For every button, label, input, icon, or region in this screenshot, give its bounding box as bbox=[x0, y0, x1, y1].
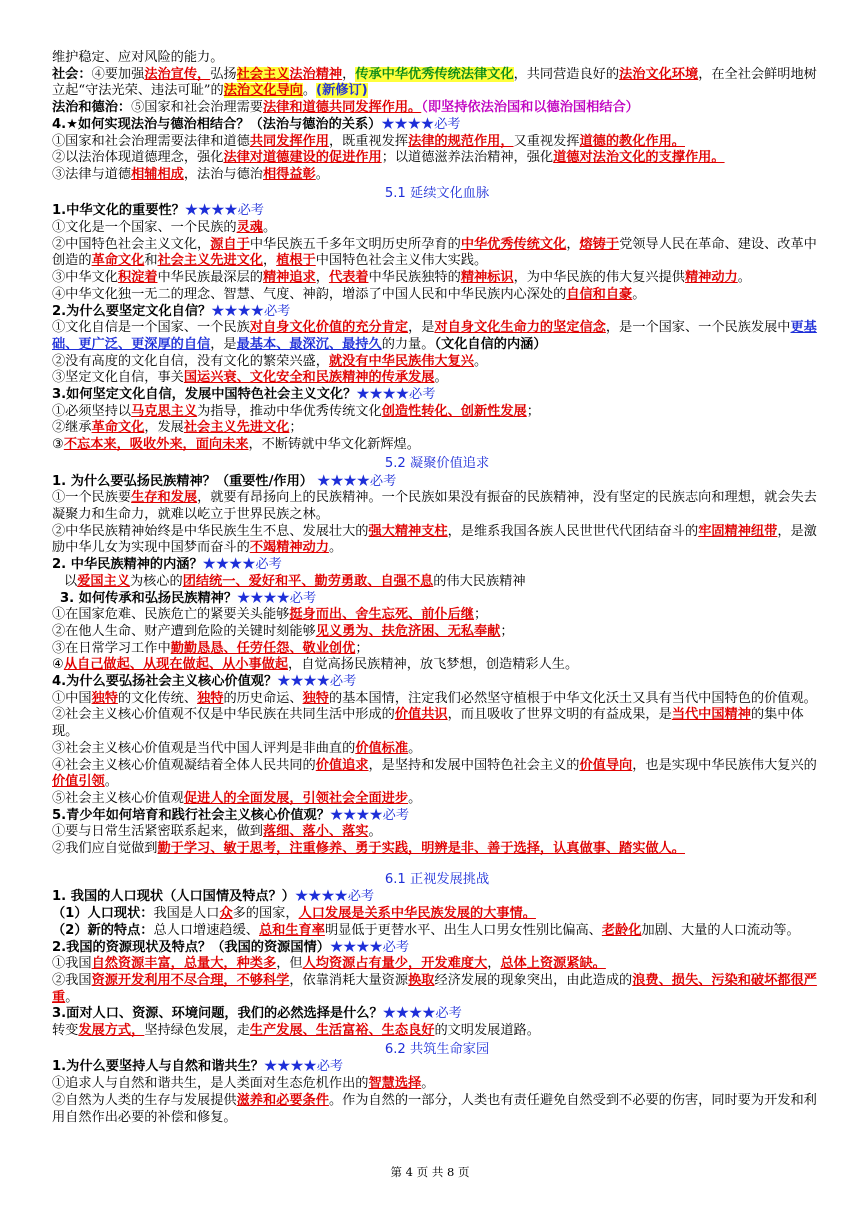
text-line bbox=[52, 607, 822, 624]
text: ①在国家危难、民族危亡的紧要关头能够 bbox=[52, 607, 290, 623]
text: ②社会主义核心价值观不仅是中华民族在共同生活中形成的 bbox=[52, 707, 395, 723]
key-phrase: 众 bbox=[219, 906, 233, 922]
text-line bbox=[52, 940, 822, 957]
bold-heading: 1.中华文化的重要性？ bbox=[52, 203, 185, 219]
text: 转变 bbox=[52, 1023, 79, 1039]
key-phrase: 精神标识 bbox=[460, 270, 514, 286]
page-footer: 第 4 页 共 8 页 bbox=[390, 1165, 470, 1179]
text: ， bbox=[342, 66, 356, 82]
text-line bbox=[52, 354, 822, 371]
text-line bbox=[52, 758, 822, 791]
text: ④要加强 bbox=[91, 66, 145, 82]
text: ，在全社会鲜明地树立起“守法光荣、违法可耻”的 bbox=[52, 66, 817, 99]
text: ，是维系我国各族人民世世代代团结奋斗的 bbox=[447, 523, 699, 539]
spacer bbox=[52, 858, 822, 870]
key-phrase: 代表着 bbox=[328, 270, 369, 286]
key-phrase: 相辅相成 bbox=[131, 166, 184, 182]
text: 的历史命运、 bbox=[223, 690, 303, 706]
text: 。 bbox=[315, 166, 329, 182]
text: 为核心的 bbox=[129, 573, 183, 589]
text: ②以法治体现道德理念，强化 bbox=[52, 150, 224, 166]
text: 。 bbox=[65, 989, 79, 1005]
text-line bbox=[52, 956, 822, 973]
stars-badge: ★★★★必考 bbox=[277, 674, 357, 690]
stars-badge: ★★★★必考 bbox=[211, 303, 291, 319]
text-line bbox=[52, 574, 822, 591]
text: ，发展 bbox=[144, 420, 184, 436]
text: 明显低于更替水平、出生人口男女性别比偏高、 bbox=[324, 922, 602, 938]
key-phrase: 精神动力 bbox=[685, 270, 738, 286]
text: ②自然为人类的生存与发展提供 bbox=[52, 1092, 237, 1108]
key-phrase: 当代中国精神 bbox=[671, 707, 751, 723]
key-phrase: 总体上资源紧缺。 bbox=[500, 956, 606, 972]
text: ⑤社会主义核心价值观 bbox=[52, 790, 184, 806]
key-phrase: 相得益彰 bbox=[263, 166, 316, 182]
text: ； bbox=[500, 623, 514, 639]
bold-heading: 1. 为什么要弘扬民族精神？（重要性/作用） bbox=[52, 473, 313, 489]
key-phrase: 发展方式， bbox=[78, 1023, 145, 1039]
text: ，而且吸收了世界文明的有益成果，是 bbox=[447, 707, 672, 723]
bold-heading: 2.我国的资源现状及特点？（我国的资源国情） bbox=[52, 939, 330, 955]
text: 经济发展的现象突出，由此造成的 bbox=[434, 972, 633, 988]
key-phrase: 滋养和必要条件 bbox=[236, 1092, 329, 1108]
key-phrase: 道德的教化作用。 bbox=[579, 133, 685, 149]
key-phrase: 独特 bbox=[197, 690, 224, 706]
text: ， bbox=[263, 253, 277, 269]
text: ，但 bbox=[276, 956, 303, 972]
stars-badge: ★★★★必考 bbox=[237, 590, 317, 606]
bold-heading: 5.青少年如何培育和践行社会主义核心价值观？ bbox=[52, 807, 330, 823]
key-phrase: 总和生育率 bbox=[259, 922, 325, 938]
text-line bbox=[52, 808, 822, 825]
text-line bbox=[52, 624, 822, 641]
text: 。 bbox=[632, 286, 646, 302]
key-phrase: 就没有中华民族伟大复兴 bbox=[328, 353, 474, 369]
stars-badge: ★★★★必考 bbox=[202, 557, 282, 573]
text: 党领导人民在革命、建设、改革中创造的 bbox=[52, 236, 817, 269]
text: 坚持绿色发展，走 bbox=[144, 1023, 250, 1039]
text: ； bbox=[289, 420, 303, 436]
text-line bbox=[52, 237, 822, 270]
key-phrase: 法律对道德建设的促进作用 bbox=[223, 150, 382, 166]
key-phrase: 爱国主义 bbox=[77, 573, 130, 589]
text: ④社会主义核心价值观凝结着全体人民共同的 bbox=[52, 757, 316, 773]
text: ②中国特色社会主义文化， bbox=[52, 236, 211, 252]
text: 总人口增速趋缓、 bbox=[153, 922, 259, 938]
text-line bbox=[52, 1006, 822, 1023]
key-phrase: 植根于 bbox=[276, 253, 316, 269]
section-title: 6.1 正视发展挑战 bbox=[384, 871, 490, 887]
text: ②我们应自觉做到 bbox=[52, 841, 158, 857]
text-line bbox=[52, 50, 822, 67]
text: 以 bbox=[64, 573, 78, 589]
bold-heading: 4.★如何实现法治与德治相结合？（法治与德治的关系） bbox=[52, 116, 382, 132]
section-title: 6.2 共筑生命家园 bbox=[384, 1041, 490, 1057]
key-phrase: 勤勤恳恳、任劳任怨、敬业创优 bbox=[170, 640, 356, 656]
purple-note: （即坚持依法治国和以德治国相结合） bbox=[421, 100, 639, 116]
text-line bbox=[52, 591, 822, 608]
text-line bbox=[52, 641, 822, 658]
text: ，依靠消耗大量资源 bbox=[289, 972, 409, 988]
text: 。 bbox=[263, 220, 277, 236]
stars-badge: ★★★★必考 bbox=[184, 203, 264, 219]
key-phrase: 强大精神支柱 bbox=[368, 523, 448, 539]
key-phrase: 勤于学习、敏于思考，注重修养、勇于实践，明辨是非、善于选择，认真做事、踏实做人。 bbox=[157, 841, 685, 857]
key-phrase: 法律的规范作用， bbox=[408, 133, 514, 149]
key-phrase: 法治精神 bbox=[289, 66, 343, 82]
key-phrase: 换取 bbox=[408, 972, 435, 988]
text: 的集中体现。 bbox=[52, 707, 804, 740]
text: ③ bbox=[52, 437, 64, 453]
text-line bbox=[52, 117, 822, 134]
text: 的伟大民族精神 bbox=[433, 573, 526, 589]
text: ，法治与德治 bbox=[183, 166, 263, 182]
text: 为指导，推动中华优秀传统文化 bbox=[197, 403, 382, 419]
text-line bbox=[52, 1059, 822, 1076]
text: ②在他人生命、财产遭到危险的关键时刻能够 bbox=[52, 623, 316, 639]
stars-badge: ★★★★必考 bbox=[382, 1006, 462, 1022]
key-phrase: 道德对法治文化的支撑作用。 bbox=[553, 150, 725, 166]
stars-badge: ★★★★必考 bbox=[264, 1059, 344, 1075]
text: ⑤国家和社会治理需要 bbox=[131, 100, 263, 116]
key-phrase: 生产发展、生活富裕、生态良好 bbox=[249, 1023, 435, 1039]
text: ； bbox=[474, 607, 488, 623]
text: ③在日常学习工作中 bbox=[52, 640, 171, 656]
stars-badge: ★★★★必考 bbox=[356, 387, 436, 403]
key-phrase: 牢固精神纽带 bbox=[698, 523, 778, 539]
text: ②我国 bbox=[52, 972, 92, 988]
key-phrase: 人均资源占有量少，开发难度大 bbox=[302, 956, 488, 972]
text: ①追求人与自然和谐共生，是人类面对生态危机作出的 bbox=[52, 1076, 369, 1092]
text: ，就要有昂扬向上的民族精神。一个民族如果没有振奋的民族精神，没有坚定的民族志向和理想，就会失去凝聚力和生命力，就难以屹立于世界民族之林。 bbox=[52, 490, 817, 522]
text: 维护稳定、应对风险的能力。 bbox=[52, 50, 224, 65]
stars-badge: ★★★★必考 bbox=[381, 116, 461, 132]
key-phrase: 熔铸于 bbox=[579, 236, 620, 252]
stars-badge: ★★★★必考 bbox=[312, 473, 397, 489]
text: 弘扬 bbox=[210, 66, 237, 82]
key-phrase: 革命文化 bbox=[91, 253, 145, 269]
text: 又重视发挥 bbox=[513, 133, 580, 149]
text: 。 bbox=[474, 353, 488, 369]
bold-heading: 3.面对人口、资源、环境问题，我们的必然选择是什么？ bbox=[52, 1006, 383, 1022]
key-phrase: 国运兴衰、文化安全和民族精神的传承发展 bbox=[183, 370, 435, 386]
key-phrase: 价值追求 bbox=[315, 757, 369, 773]
text-line bbox=[52, 657, 822, 674]
revision-badge: (新修订) bbox=[316, 83, 368, 99]
text: ③中华文化 bbox=[52, 270, 118, 286]
text: 中华民族最深层的 bbox=[157, 270, 263, 286]
text: 。作为自然的一部分，人类也有责任避免自然受到不必要的伤害，同时要为开发和利用自然作出必要的补偿和修复。 bbox=[52, 1092, 817, 1125]
text-line bbox=[52, 824, 822, 841]
key-phrase: 促进人的全面发展，引领社会全面进步 bbox=[183, 790, 409, 806]
text-line bbox=[52, 304, 822, 321]
text-line bbox=[52, 474, 822, 491]
text-line bbox=[52, 557, 822, 574]
text-line bbox=[52, 674, 822, 691]
key-phrase: 人口发展是关系中华民族发展的大事情。 bbox=[298, 906, 536, 922]
text-line bbox=[52, 707, 822, 740]
highlighted-key-phrase: 法治文化导向 bbox=[223, 83, 303, 99]
text: ，是 bbox=[408, 320, 435, 336]
bold-heading: 社会： bbox=[52, 66, 92, 82]
text: ②没有高度的文化自信，没有文化的繁荣兴盛， bbox=[52, 353, 329, 369]
text: 。 bbox=[408, 740, 422, 756]
key-phrase: 马克思主义 bbox=[131, 403, 198, 419]
text: ， bbox=[566, 236, 580, 252]
key-phrase: 精神追求 bbox=[263, 270, 316, 286]
text: ； bbox=[526, 403, 540, 419]
text: ①中国 bbox=[52, 690, 92, 706]
text: ①必须坚持以 bbox=[52, 403, 132, 419]
bold-heading: （文化自信的内涵） bbox=[434, 336, 547, 352]
text: 。 bbox=[421, 1076, 435, 1092]
text-line bbox=[52, 370, 822, 387]
key-phrase: 浪费、损失、污染和破坏都很严重 bbox=[52, 972, 817, 1005]
text: 。 bbox=[408, 790, 422, 806]
text: ，为中华民族的伟大复兴提供 bbox=[513, 270, 685, 286]
text-line bbox=[52, 220, 822, 237]
text-line bbox=[52, 320, 822, 353]
text: 。 bbox=[434, 370, 448, 386]
bold-heading: 3.如何坚定文化自信，发展中国特色社会主义文化？ bbox=[52, 387, 357, 403]
text: 。 bbox=[104, 774, 118, 790]
text: 和 bbox=[144, 253, 158, 269]
text: ， bbox=[487, 956, 501, 972]
bold-heading: 1.为什么要坚持人与自然和谐共生？ bbox=[52, 1059, 264, 1075]
key-phrase: 中华优秀传统文化 bbox=[460, 236, 567, 252]
text: ，自觉高扬民族精神，放飞梦想，创造精彩人生。 bbox=[288, 657, 579, 673]
text: ， bbox=[315, 270, 329, 286]
key-phrase: 价值导向 bbox=[579, 757, 633, 773]
text-line bbox=[52, 134, 822, 151]
text: ；以道德滋养法治精神，强化 bbox=[381, 150, 554, 166]
key-phrase: 对自身文化生命力的坚定信念 bbox=[434, 320, 606, 336]
text: ①国家和社会治理需要法律和道德 bbox=[52, 133, 250, 149]
key-phrase: 价值共识 bbox=[394, 707, 448, 723]
key-phrase: 源自于 bbox=[210, 236, 250, 252]
bold-heading: 2.为什么要坚定文化自信？ bbox=[52, 303, 212, 319]
key-phrase: 创造性转化、创新性发展 bbox=[381, 403, 527, 419]
text-line bbox=[52, 741, 822, 758]
text: ③坚定文化自信，事关 bbox=[52, 370, 184, 386]
key-phrase: 团结统一、爱好和平、勤劳勇敢、自强不息 bbox=[182, 573, 434, 589]
text-line bbox=[52, 404, 822, 421]
text: 加剧、大量的人口流动等。 bbox=[641, 922, 800, 938]
text-line bbox=[52, 841, 822, 858]
bold-heading: （1）人口现状： bbox=[52, 906, 154, 922]
text: ②继承 bbox=[52, 420, 92, 436]
key-phrase: 从自己做起、从现在做起、从小事做起 bbox=[63, 657, 289, 673]
text-line bbox=[52, 1093, 822, 1126]
bold-heading: （2）新的特点： bbox=[52, 922, 154, 938]
text-line bbox=[52, 524, 822, 557]
key-phrase: 法治宣传， bbox=[144, 66, 211, 82]
key-phrase: 革命文化 bbox=[91, 420, 145, 436]
text: ④中华文化独一无二的理念、智慧、气度、神韵，增添了中国人民和中华民族内心深处的 bbox=[52, 286, 567, 302]
text: ③社会主义核心价值观是当代中国人评判是非曲直的 bbox=[52, 740, 356, 756]
text-line bbox=[52, 973, 822, 1006]
text: ，共同营造良好的 bbox=[513, 66, 620, 82]
key-phrase: 法治文化环境 bbox=[619, 66, 699, 82]
bold-heading: 2. 中华民族精神的内涵？ bbox=[52, 557, 203, 573]
text: 我国是人口 bbox=[153, 906, 220, 922]
key-phrase: 生存和发展 bbox=[131, 490, 198, 506]
key-phrase-blue: 最基本、最深沉、最持久 bbox=[236, 336, 382, 352]
text-line bbox=[52, 150, 822, 167]
key-phrase: 共同发挥作用 bbox=[249, 133, 329, 149]
text: 中国特色社会主义伟大实践。 bbox=[315, 253, 488, 269]
text: 的文化传统、 bbox=[117, 690, 198, 706]
text-line bbox=[52, 691, 822, 708]
text-line bbox=[52, 1076, 822, 1093]
text: ③法律与道德 bbox=[52, 166, 132, 182]
key-phrase: 见义勇为、扶危济困、无私奉献 bbox=[315, 623, 501, 639]
bold-heading: 3. 如何传承和弘扬民族精神？ bbox=[60, 590, 238, 606]
text: ①要与日常生活紧密联系起来，做到 bbox=[52, 824, 263, 840]
text: 的基本国情，注定我们必然坚守植根于中华文化沃土又具有当代中国特色的价值观。 bbox=[328, 690, 817, 706]
text-line bbox=[52, 67, 822, 100]
bold-heading: 法治和德治： bbox=[52, 100, 132, 116]
text: ，既重视发挥 bbox=[328, 133, 409, 149]
key-phrase: 独特 bbox=[302, 690, 329, 706]
stars-badge: ★★★★必考 bbox=[294, 889, 375, 905]
text: ②中华民族精神始终是中华民族生生不息、发展壮大的 bbox=[52, 523, 369, 539]
key-phrase: 自然资源丰富，总量大，种类多 bbox=[91, 956, 277, 972]
text: ，是 bbox=[210, 336, 237, 352]
text: ①我国 bbox=[52, 956, 92, 972]
text-line bbox=[52, 287, 822, 304]
key-phrase: 落细、落小、落实 bbox=[263, 824, 369, 840]
key-phrase: 自信和自豪 bbox=[566, 286, 633, 302]
text-line bbox=[52, 387, 822, 404]
key-phrase: 社会主义先进文化 bbox=[183, 420, 290, 436]
document-body bbox=[52, 50, 822, 1126]
text-line bbox=[52, 437, 822, 454]
key-phrase: 社会主义先进文化 bbox=[157, 253, 263, 269]
text: ，也是实现中华民族伟大复兴的 bbox=[632, 757, 817, 773]
text: ； bbox=[355, 640, 369, 656]
text-line bbox=[52, 100, 822, 117]
key-phrase: 法律和道德共同发挥作用。 bbox=[263, 100, 422, 116]
text-line bbox=[52, 791, 822, 808]
key-phrase-blue: 更基础、更广泛、更深厚的自信 bbox=[52, 320, 817, 352]
text-line bbox=[52, 420, 822, 437]
key-phrase: 资源开发利用不尽合理，不够科学 bbox=[91, 972, 290, 988]
key-phrase: 灵魂 bbox=[236, 220, 263, 236]
key-phrase: 不忘本来，吸收外来，面向未来 bbox=[63, 437, 249, 453]
key-phrase: 不竭精神动力 bbox=[249, 540, 329, 556]
bold-heading: 4.为什么要弘扬社会主义核心价值观？ bbox=[52, 674, 278, 690]
key-phrase: 老龄化 bbox=[601, 922, 642, 938]
text-line bbox=[52, 923, 822, 940]
key-phrase: 对自身文化价值的充分肯定 bbox=[249, 320, 409, 336]
text: ，是激励中华儿女为实现中国梦而奋斗的 bbox=[52, 523, 817, 556]
key-phrase: 智慧选择 bbox=[368, 1076, 422, 1092]
text-line bbox=[52, 203, 822, 220]
highlighted-green-phrase: 传承中华优秀传统法律文化 bbox=[355, 66, 514, 82]
key-phrase: 价值标准 bbox=[355, 740, 409, 756]
text: ①一个民族要 bbox=[52, 490, 132, 506]
text: ①文化自信是一个国家、一个民族 bbox=[52, 320, 250, 336]
text: ，不断铸就中华文化新辉煌。 bbox=[248, 437, 420, 453]
text: 。 bbox=[737, 270, 751, 286]
key-phrase: 积淀着 bbox=[117, 270, 158, 286]
stars-badge: ★★★★必考 bbox=[329, 807, 410, 823]
text: 多的国家， bbox=[232, 906, 299, 922]
text: ，是一个国家、一个民族发展中 bbox=[605, 320, 791, 336]
text-line bbox=[52, 167, 822, 184]
text: ，是坚持和发展中国特色社会主义的 bbox=[368, 757, 580, 773]
text-line bbox=[52, 889, 822, 906]
key-phrase: 独特 bbox=[91, 690, 118, 706]
key-phrase: 挺身而出、舍生忘死、前仆后继 bbox=[289, 607, 474, 623]
text: ④ bbox=[52, 657, 64, 673]
stars-badge: ★★★★必考 bbox=[329, 939, 410, 955]
text-line bbox=[52, 1023, 822, 1040]
text-line bbox=[52, 906, 822, 923]
section-title: 5.2 凝聚价值追求 bbox=[384, 455, 490, 471]
text-line bbox=[52, 490, 822, 523]
text: 。 bbox=[328, 540, 343, 556]
text-line bbox=[52, 270, 822, 287]
bold-heading: 1. 我国的人口现状（人口国情及特点？） bbox=[52, 889, 295, 905]
text: 。 bbox=[368, 824, 382, 840]
text: 中华民族独特的 bbox=[368, 270, 461, 286]
highlighted-key-phrase: 社会主义 bbox=[236, 66, 290, 82]
text: 中华民族五千多年文明历史所孕育的 bbox=[249, 236, 461, 252]
key-phrase: 价值引领 bbox=[52, 774, 105, 790]
section-title: 5.1 延续文化血脉 bbox=[384, 185, 490, 201]
text: ①文化是一个国家、一个民族的 bbox=[52, 220, 237, 236]
text: 。 bbox=[302, 83, 317, 99]
text: 的力量。 bbox=[381, 336, 435, 352]
text: 的文明发展道路。 bbox=[434, 1023, 540, 1039]
